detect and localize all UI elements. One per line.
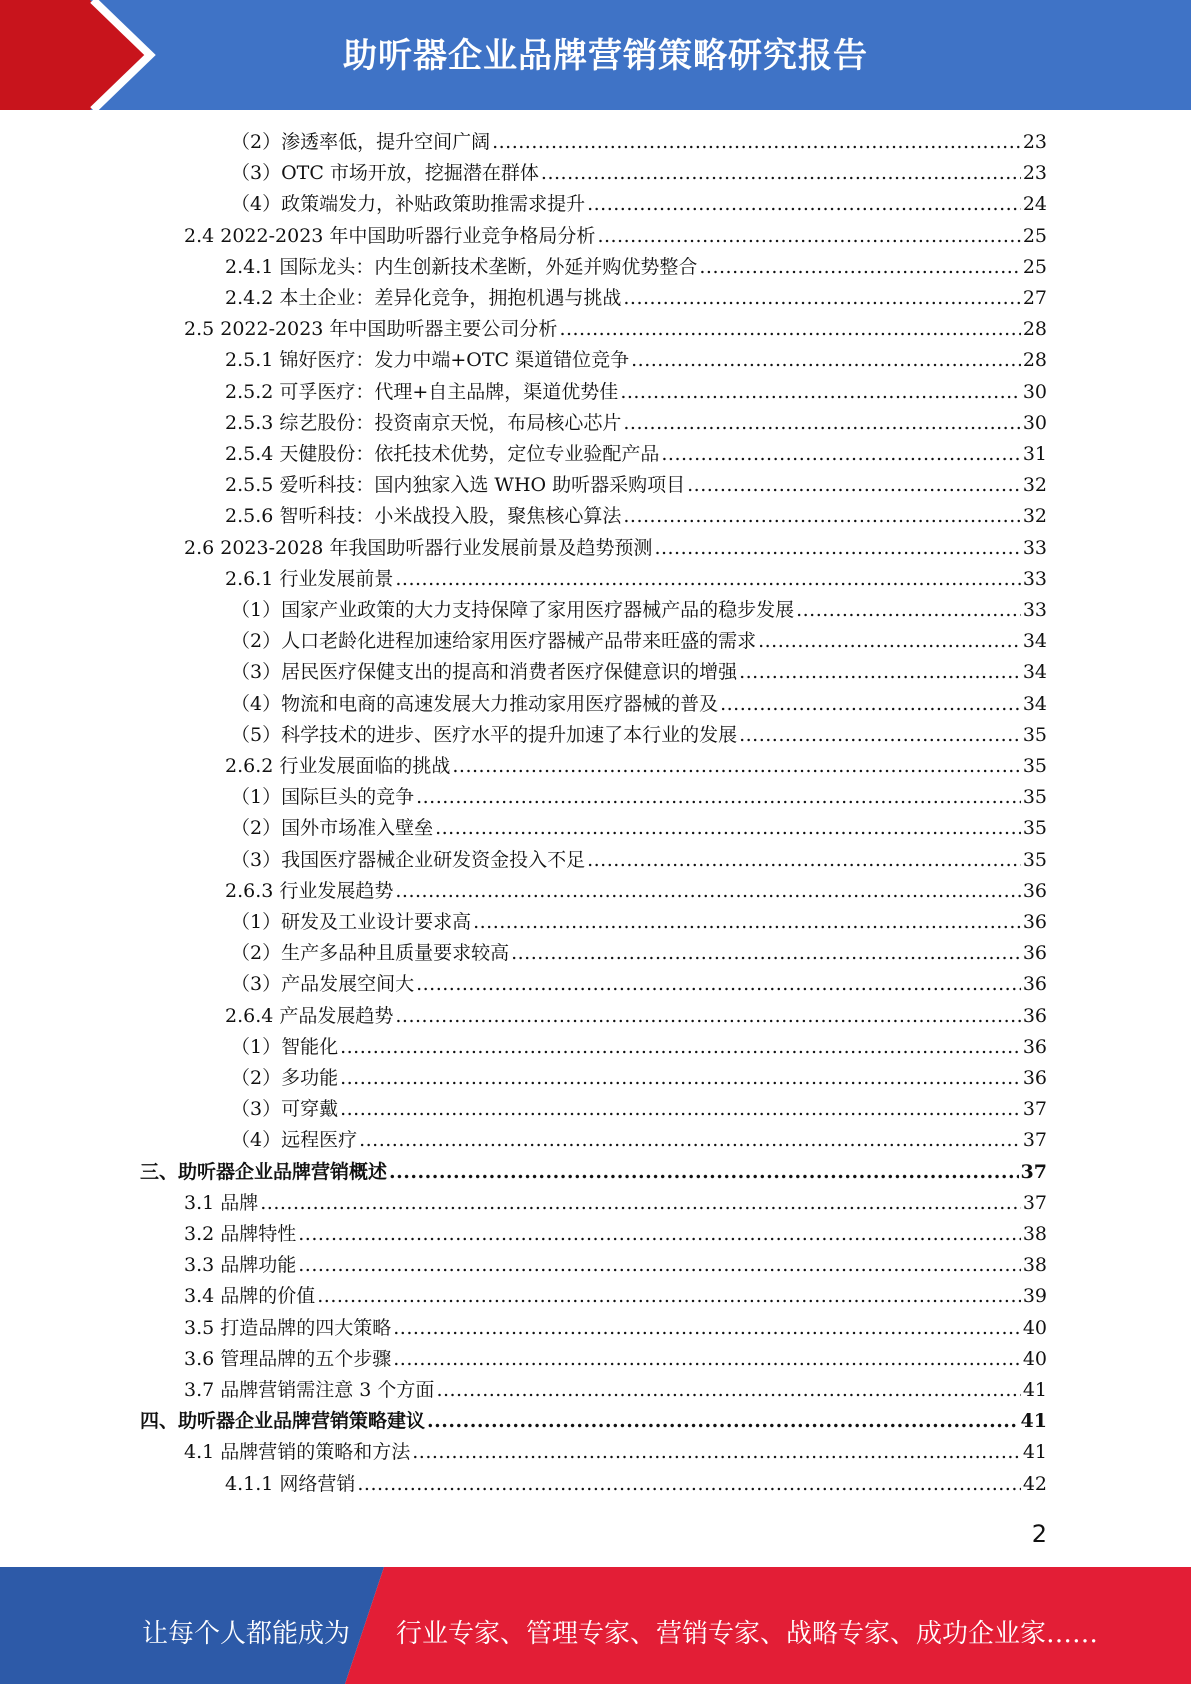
toc-entry-page: 36	[1022, 942, 1047, 965]
page-number: 2	[1031, 1520, 1047, 1548]
toc-entry-page: 40	[1022, 1316, 1047, 1339]
toc-dot-leader	[412, 1437, 1021, 1468]
toc-entry[interactable]	[231, 1125, 1047, 1156]
toc-entry[interactable]	[184, 221, 1047, 252]
toc-entry-page: 27	[1022, 287, 1047, 309]
toc-entry[interactable]	[225, 564, 1047, 595]
toc-entry[interactable]	[225, 876, 1047, 907]
toc-entry[interactable]	[184, 1437, 1047, 1468]
toc-entry-title: 2.5.6 智听科技：小米战投入股，聚焦核心算法	[225, 505, 622, 528]
toc-dot-leader	[389, 1157, 1019, 1188]
toc-entry-title: 3.3 品牌功能	[184, 1254, 297, 1277]
toc-entry-title: 2.6.1 行业发展前景	[225, 567, 394, 590]
toc-entry-page: 28	[1022, 318, 1047, 341]
toc-entry-page: 32	[1022, 474, 1047, 497]
toc-dot-leader	[317, 1281, 1021, 1312]
toc-dot-leader	[340, 1094, 1021, 1125]
toc-entry-title: （2）人口老龄化进程加速给家用医疗器械产品带来旺盛的需求	[231, 630, 757, 653]
toc-entry-title: 3.1 品牌	[184, 1191, 259, 1214]
toc-entry[interactable]	[231, 595, 1047, 626]
toc-entry-page: 41	[1022, 1379, 1047, 1401]
toc-entry-title: 2.5.1 锦好医疗：发力中端+OTC 渠道错位竞争	[225, 349, 630, 372]
toc-entry[interactable]	[231, 158, 1047, 189]
toc-entry-title: 3.5 打造品牌的四大策略	[184, 1316, 392, 1339]
toc-entry-page: 23	[1022, 162, 1047, 185]
toc-entry[interactable]	[184, 1344, 1047, 1375]
toc-dot-leader	[393, 1313, 1021, 1344]
toc-entry-title: 2.5.4 天健股份：依托技术优势，定位专业验配产品	[225, 443, 660, 465]
toc-entry-title: （2）渗透率低，提升空间广阔	[231, 131, 491, 153]
toc-entry-page: 35	[1022, 786, 1047, 809]
toc-entry-page: 36	[1022, 1035, 1047, 1058]
toc-dot-leader	[416, 969, 1021, 1000]
toc-entry[interactable]	[231, 189, 1047, 220]
toc-dot-leader	[739, 657, 1021, 688]
toc-entry-page: 30	[1022, 411, 1047, 434]
toc-entry-page: 34	[1022, 692, 1047, 715]
toc-entry-page: 35	[1022, 755, 1047, 777]
toc-entry-title: 4.1.1 网络营销	[225, 1472, 356, 1495]
toc-entry-title: （2）生产多品种且质量要求较高	[231, 942, 510, 965]
toc-entry-page: 25	[1022, 224, 1047, 247]
toc-entry-title: 三、助听器企业品牌营销概述	[140, 1160, 388, 1183]
toc-dot-leader	[393, 1344, 1021, 1375]
toc-entry-page: 24	[1022, 193, 1047, 216]
toc-dot-leader	[298, 1250, 1021, 1281]
toc-entry[interactable]	[225, 1001, 1047, 1032]
toc-entry[interactable]	[225, 1469, 1047, 1500]
toc-entry-title: （5）科学技术的进步、医疗水平的提升加速了本行业的发展	[231, 723, 738, 746]
toc-entry-page: 42	[1022, 1472, 1047, 1495]
page-header	[0, 0, 1191, 110]
toc-entry[interactable]	[225, 408, 1047, 439]
toc-entry-title: （3）可穿戴	[231, 1098, 339, 1121]
toc-entry-title: （4）远程医疗	[231, 1129, 358, 1152]
toc-dot-leader	[436, 1375, 1020, 1406]
toc-dot-leader	[699, 252, 1020, 283]
toc-dot-leader	[720, 689, 1021, 720]
toc-entry-title: 2.4.2 本土企业：差异化竞争，拥抱机遇与挑战	[225, 287, 622, 309]
toc-entry-page: 40	[1022, 1347, 1047, 1370]
report-title: 助听器企业品牌营销策略研究报告	[343, 36, 868, 76]
toc-entry[interactable]	[184, 1375, 1047, 1406]
toc-entry-page: 36	[1022, 879, 1047, 902]
toc-entry-page: 41	[1020, 1410, 1047, 1433]
toc-dot-leader	[359, 1125, 1021, 1156]
toc-dot-leader	[427, 1406, 1019, 1437]
toc-entry[interactable]	[184, 1281, 1047, 1312]
toc-dot-leader	[687, 470, 1021, 501]
footer-slogan-left: 让每个人都能成为	[142, 1619, 351, 1649]
toc-entry[interactable]	[231, 907, 1047, 938]
toc-dot-leader	[597, 221, 1020, 252]
toc-entry[interactable]	[231, 1032, 1047, 1063]
toc-entry[interactable]	[184, 1188, 1047, 1219]
toc-dot-leader	[416, 782, 1021, 813]
toc-entry[interactable]	[184, 533, 1047, 564]
toc-entry[interactable]	[231, 938, 1047, 969]
toc-entry[interactable]	[225, 501, 1047, 532]
toc-entry-page: 41	[1022, 1441, 1047, 1464]
toc-entry-page: 28	[1022, 349, 1047, 372]
toc-entry-page: 34	[1022, 630, 1047, 653]
toc-entry-title: 3.4 品牌的价值	[184, 1285, 316, 1308]
toc-entry-title: 2.6.2 行业发展面临的挑战	[225, 755, 451, 777]
toc-entry-title: （1）国家产业政策的大力支持保障了家用医疗器械产品的稳步发展	[231, 599, 795, 621]
toc-entry-page: 25	[1022, 255, 1047, 278]
toc-entry[interactable]	[225, 252, 1047, 283]
toc-entry-page: 30	[1022, 380, 1047, 403]
toc-entry[interactable]	[231, 626, 1047, 657]
toc-entry-title: （3）居民医疗保健支出的提高和消费者医疗保健意识的增强	[231, 661, 738, 684]
page-footer	[0, 1567, 1191, 1684]
toc-entry-title: 2.5.2 可孚医疗：代理+自主品牌，渠道优势佳	[225, 380, 619, 403]
toc-entry-title: （4）政策端发力，补贴政策助推需求提升	[231, 193, 586, 216]
toc-entry-page: 36	[1022, 1067, 1047, 1089]
toc-entry[interactable]	[231, 127, 1047, 158]
toc-entry-title: 2.5.3 综艺股份：投资南京天悦，布局核心芯片	[225, 411, 622, 434]
toc-dot-leader	[739, 720, 1021, 751]
toc-entry-page: 32	[1022, 505, 1047, 528]
toc-dot-leader	[587, 189, 1021, 220]
toc-entry-title: （1）研发及工业设计要求高	[231, 911, 472, 933]
toc-dot-leader	[357, 1469, 1020, 1500]
toc-entry-page: 33	[1022, 536, 1047, 559]
toc-entry-page: 33	[1022, 599, 1047, 621]
toc-entry-page: 37	[1022, 1129, 1047, 1152]
toc-entry-title: 2.6.3 行业发展趋势	[225, 879, 394, 902]
toc-entry[interactable]	[231, 689, 1047, 720]
toc-entry[interactable]	[225, 345, 1047, 376]
toc-dot-leader	[492, 127, 1021, 158]
toc-entry-page: 36	[1022, 911, 1047, 933]
toc-dot-leader	[661, 439, 1020, 470]
toc-entry-page: 31	[1022, 443, 1047, 465]
toc-dot-leader	[623, 501, 1020, 532]
toc-entry-title: 2.6.4 产品发展趋势	[225, 1004, 394, 1027]
toc-dot-leader	[654, 533, 1020, 564]
toc-entry[interactable]	[231, 720, 1047, 751]
toc-entry-title: 2.4 2022-2023 年中国助听器行业竞争格局分析	[184, 224, 596, 247]
toc-dot-leader	[631, 345, 1021, 376]
toc-dot-leader	[435, 813, 1021, 844]
toc-dot-leader	[340, 1063, 1021, 1094]
toc-dot-leader	[559, 314, 1020, 345]
toc-entry-title: 四、助听器企业品牌营销策略建议	[140, 1410, 426, 1433]
toc-entry[interactable]	[225, 283, 1047, 314]
toc-entry-title: （2）国外市场准入壁垒	[231, 817, 434, 840]
toc-entry-page: 37	[1022, 1098, 1047, 1121]
toc-entry-title: 2.5.5 爱听科技：国内独家入选 WHO 助听器采购项目	[225, 474, 686, 497]
toc-dot-leader	[758, 626, 1021, 657]
toc-dot-leader	[796, 595, 1021, 626]
toc-dot-leader	[340, 1032, 1021, 1063]
toc-dot-leader	[298, 1219, 1021, 1250]
toc-entry[interactable]	[231, 845, 1047, 876]
toc-entry[interactable]	[184, 1313, 1047, 1344]
toc-entry[interactable]	[140, 1157, 1047, 1188]
toc-entry[interactable]	[231, 1094, 1047, 1125]
toc-entry-title: （3）产品发展空间大	[231, 973, 415, 996]
toc-entry-title: （3）我国医疗器械企业研发资金投入不足	[231, 848, 586, 871]
toc-entry-page: 23	[1022, 131, 1047, 153]
toc-entry[interactable]	[231, 813, 1047, 844]
footer-slogan-right: 行业专家、管理专家、营销专家、战略专家、成功企业家……	[396, 1619, 1099, 1649]
toc-entry-title: 4.1 品牌营销的策略和方法	[184, 1441, 411, 1464]
toc-entry-title: 2.5 2022-2023 年中国助听器主要公司分析	[184, 318, 558, 341]
toc-dot-leader	[623, 283, 1020, 314]
toc-entry-title: 3.7 品牌营销需注意 3 个方面	[184, 1379, 435, 1401]
toc-dot-leader	[620, 377, 1021, 408]
toc-dot-leader	[541, 158, 1021, 189]
toc-entry-page: 34	[1022, 661, 1047, 684]
toc-dot-leader	[260, 1188, 1021, 1219]
toc-entry-page: 35	[1022, 723, 1047, 746]
toc-entry[interactable]	[231, 969, 1047, 1000]
toc-entry[interactable]	[231, 782, 1047, 813]
toc-entry[interactable]	[225, 439, 1047, 470]
toc-entry-title: 2.6 2023-2028 年我国助听器行业发展前景及趋势预测	[184, 536, 653, 559]
toc-entry[interactable]	[231, 1063, 1047, 1094]
toc-entry[interactable]	[140, 1406, 1047, 1437]
toc-entry[interactable]	[225, 377, 1047, 408]
toc-entry-page: 33	[1022, 567, 1047, 590]
toc-dot-leader	[473, 907, 1021, 938]
toc-entry-title: 3.6 管理品牌的五个步骤	[184, 1347, 392, 1370]
toc-entry-page: 36	[1022, 973, 1047, 996]
toc-entry-title: 3.2 品牌特性	[184, 1223, 297, 1245]
toc-entry-page: 37	[1022, 1191, 1047, 1214]
toc-dot-leader	[587, 845, 1021, 876]
toc-entry-page: 39	[1022, 1285, 1047, 1308]
toc-entry-page: 36	[1022, 1004, 1047, 1027]
toc-entry[interactable]	[225, 751, 1047, 782]
toc-entry-title: 2.4.1 国际龙头：内生创新技术垄断，外延并购优势整合	[225, 255, 698, 278]
toc-entry-title: （3）OTC 市场开放，挖掘潜在群体	[231, 162, 539, 185]
toc-entry-page: 35	[1022, 817, 1047, 840]
toc-entry-page: 38	[1022, 1223, 1047, 1245]
toc-entry-page: 38	[1022, 1254, 1047, 1277]
toc-entry-title: （4）物流和电商的高速发展大力推动家用医疗器械的普及	[231, 692, 719, 715]
toc-entry-page: 37	[1020, 1160, 1047, 1183]
toc-entry[interactable]	[225, 470, 1047, 501]
toc-entry-page: 35	[1022, 848, 1047, 871]
toc-entry-title: （2）多功能	[231, 1067, 339, 1089]
toc-dot-leader	[395, 876, 1020, 907]
toc-dot-leader	[623, 408, 1020, 439]
toc-entry[interactable]	[184, 1250, 1047, 1281]
toc-entry[interactable]	[184, 1219, 1047, 1250]
toc-entry-title: （1）国际巨头的竞争	[231, 786, 415, 809]
toc-entry[interactable]	[231, 657, 1047, 688]
toc-dot-leader	[395, 564, 1020, 595]
toc-dot-leader	[395, 1001, 1020, 1032]
toc-dot-leader	[452, 751, 1020, 782]
toc-dot-leader	[511, 938, 1021, 969]
toc-entry-title: （1）智能化	[231, 1035, 339, 1058]
toc-entry[interactable]	[184, 314, 1047, 345]
